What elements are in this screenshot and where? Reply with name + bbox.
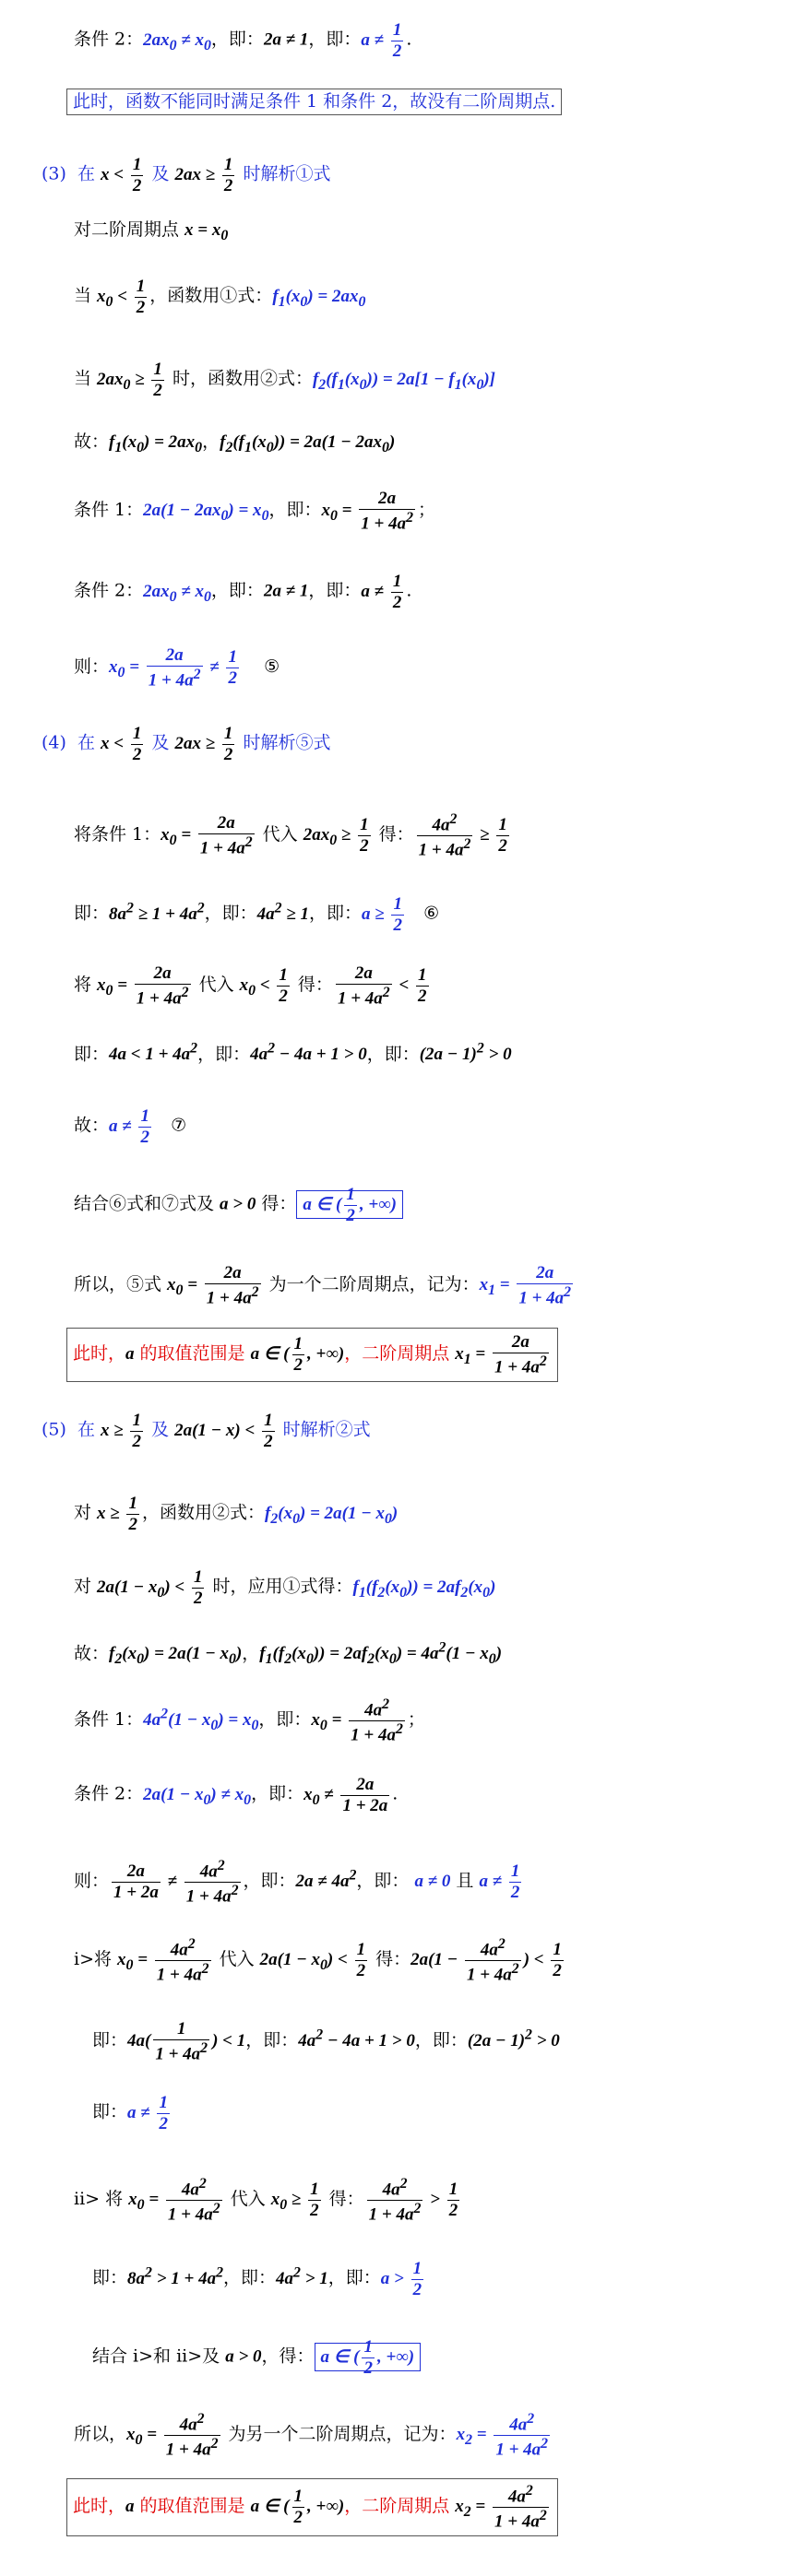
line-16: 故：a ≠ $\frac{1}{2}$ ⑦	[74, 1106, 187, 1147]
line-23: 故：$f_2(x_0) = 2a(1 - x_0)$，$f_1(f_2(x_0)) = 2af_2(x_0) = 4a^2(1 - x_0)$	[74, 1640, 503, 1668]
line-01: 条件 2：$2ax_0 \ne x_0$，即：2a ≠ 1，即：a ≠ $\frac{1}{2}$ .	[74, 20, 412, 61]
line-29: 即：a ≠ $\frac{1}{2}$	[92, 2093, 168, 2133]
line-14: 将 $x_0$ = $\frac{2a}{1 + 4a^2}$ 代入 $x_0$ < $\frac{1}{2}$ 得： $\frac{2a}{1 + 4a^2}$ < $\frac{1}{2}$	[74, 963, 427, 1009]
line-30: ii> 将 $x_0$ = $\frac{4a^2}{1 + 4a^2}$ 代入 $x_0$ ≥ $\frac{1}{2}$ 得： $\frac{4a^2}{1 + 4a^2}$ > $\frac{1}{2}$	[74, 2176, 458, 2225]
heading-5: (5) 在 x ≥ $\frac{1}{2}$ 及 2a(1 − x) < $\frac{1}{2}$ 时解析②式	[42, 1411, 371, 1451]
line-21: 对 x ≥ $\frac{1}{2}$ ，函数用②式：$f_2(x_0) = 2a(1 - x_0)$	[74, 1494, 398, 1534]
line-28: 即：4a( $\frac{1}{1 + 4a^2}$ ) < 1，即：$4a^2 - 4a + 1 > 0$，即：$(2a - 1)^2 > 0$	[92, 2019, 560, 2064]
line-19-result: 此时，a 的取值范围是 a ∈ ( $\frac{1}{2}$ , +∞)，二阶周期点 $x_1$ = $\frac{2a}{1 + 4a^2}$	[66, 1328, 558, 1382]
line-17: 结合⑥式和⑦式及 a > 0 得： a ∈ ( $\frac{1}{2}$ , +∞)	[74, 1185, 403, 1226]
line-06: 当 $2ax_0$ ≥ $\frac{1}{2}$ 时，函数用②式：$f_2(f_1(x_0)) = 2a[1 - f_1(x_0)]$	[74, 360, 496, 400]
line-08: 条件 1：$2a(1 - 2ax_0) = x_0$，即：$x_0$ = $\frac{2a}{1 + 4a^2}$ ；	[74, 489, 436, 534]
line-05: 当 $x_0$ < $\frac{1}{2}$ ，函数用①式：$f_1(x_0) = 2ax_0$	[74, 277, 366, 317]
line-15: 即：$4a < 1 + 4a^2$，即：$4a^2 - 4a + 1 > 0$，即：$(2a - 1)^2 > 0$	[74, 1041, 512, 1065]
line-22: 对 $2a(1 - x_0)$ < $\frac{1}{2}$ 时，应用①式得：$f_1(f_2(x_0)) = 2af_2(x_0)$	[74, 1567, 496, 1608]
line-31: 即：$8a^2 > 1 + 4a^2$，即：$4a^2 > 1$，即：a > $\frac{1}{2}$	[92, 2259, 422, 2299]
line-24: 条件 1：$4a^2(1 - x_0) = x_0$，即：$x_0$ = $\frac{4a^2}{1 + 4a^2}$ ；	[74, 1696, 425, 1745]
line-07: 故：$f_1(x_0) = 2ax_0$，$f_2(f_1(x_0)) = 2a(1 - 2ax_0)$	[74, 431, 396, 455]
heading-3: (3) 在 x < $\frac{1}{2}$ 及 2ax ≥ $\frac{1}{2}$ 时解析①式	[42, 155, 331, 195]
heading-4: (4) 在 x < $\frac{1}{2}$ 及 2ax ≥ $\frac{1}{2}$ 时解析⑤式	[42, 724, 331, 764]
line-25: 条件 2：$2a(1 - x_0) \ne x_0$，即：$x_0$ ≠ $\frac{2a}{1 + 2a}$ .	[74, 1775, 398, 1815]
line-02-note: 此时，函数不能同时满足条件 1 和条件 2，故没有二阶周期点.	[66, 89, 562, 115]
line-12: 将条件 1：$x_0$ = $\frac{2a}{1 + 4a^2}$ 代入 $2ax_0$ ≥ $\frac{1}{2}$ 得： $\frac{4a^2}{1 + 4a^2}$ ≥ $\frac{1}{2}$	[74, 811, 507, 860]
line-32: 结合 i>和 ii>及 a > 0，得： a ∈ ( $\frac{1}{2}$ , +∞)	[92, 2337, 421, 2379]
line-26: 则： $\frac{2a}{1 + 2a}$ ≠ $\frac{4a^2}{1 + 4a^2}$ ，即：$2a \ne 4a^2$，即： a ≠ 0 且 a ≠ $\frac{1}{2}$	[74, 1858, 520, 1907]
line-27: i>将 $x_0$ = $\frac{4a^2}{1 + 4a^2}$ 代入 $2a(1 - x_0)$ < $\frac{1}{2}$ 得：2a(1 − $\frac{4a^2}{1 + 4a^2}$ ) < $\frac{1}{2}$	[74, 1936, 562, 1985]
line-10: 则：$x_0$ = $\frac{2a}{1 + 4a^2}$ ≠ $\frac{1}{2}$ ⑤	[74, 645, 280, 691]
line-13: 即：$8a^2 \ge 1 + 4a^2$，即：$4a^2 \ge 1$，即：a ≥ $\frac{1}{2}$ ⑥	[74, 894, 440, 935]
line-33: 所以，$x_0$ = $\frac{4a^2}{1 + 4a^2}$ 为另一个二阶周期点，记为：$x_2$ = $\frac{4a^2}{1 + 4a^2}$	[74, 2411, 549, 2460]
line-34-result: 此时，a 的取值范围是 a ∈ ( $\frac{1}{2}$ , +∞)，二阶周期点 $x_2$ = $\frac{4a^2}{1 + 4a^2}$	[66, 2478, 558, 2536]
line-09: 条件 2：$2ax_0 \ne x_0$，即：2a ≠ 1，即：a ≠ $\frac{1}{2}$ .	[74, 572, 412, 612]
line-04: 对二阶周期点 $x = x_0$	[74, 219, 229, 243]
line-18: 所以，⑤式 $x_0$ = $\frac{2a}{1 + 4a^2}$ 为一个二阶周期点，记为：$x_1$ = $\frac{2a}{1 + 4a^2}$	[74, 1263, 572, 1308]
